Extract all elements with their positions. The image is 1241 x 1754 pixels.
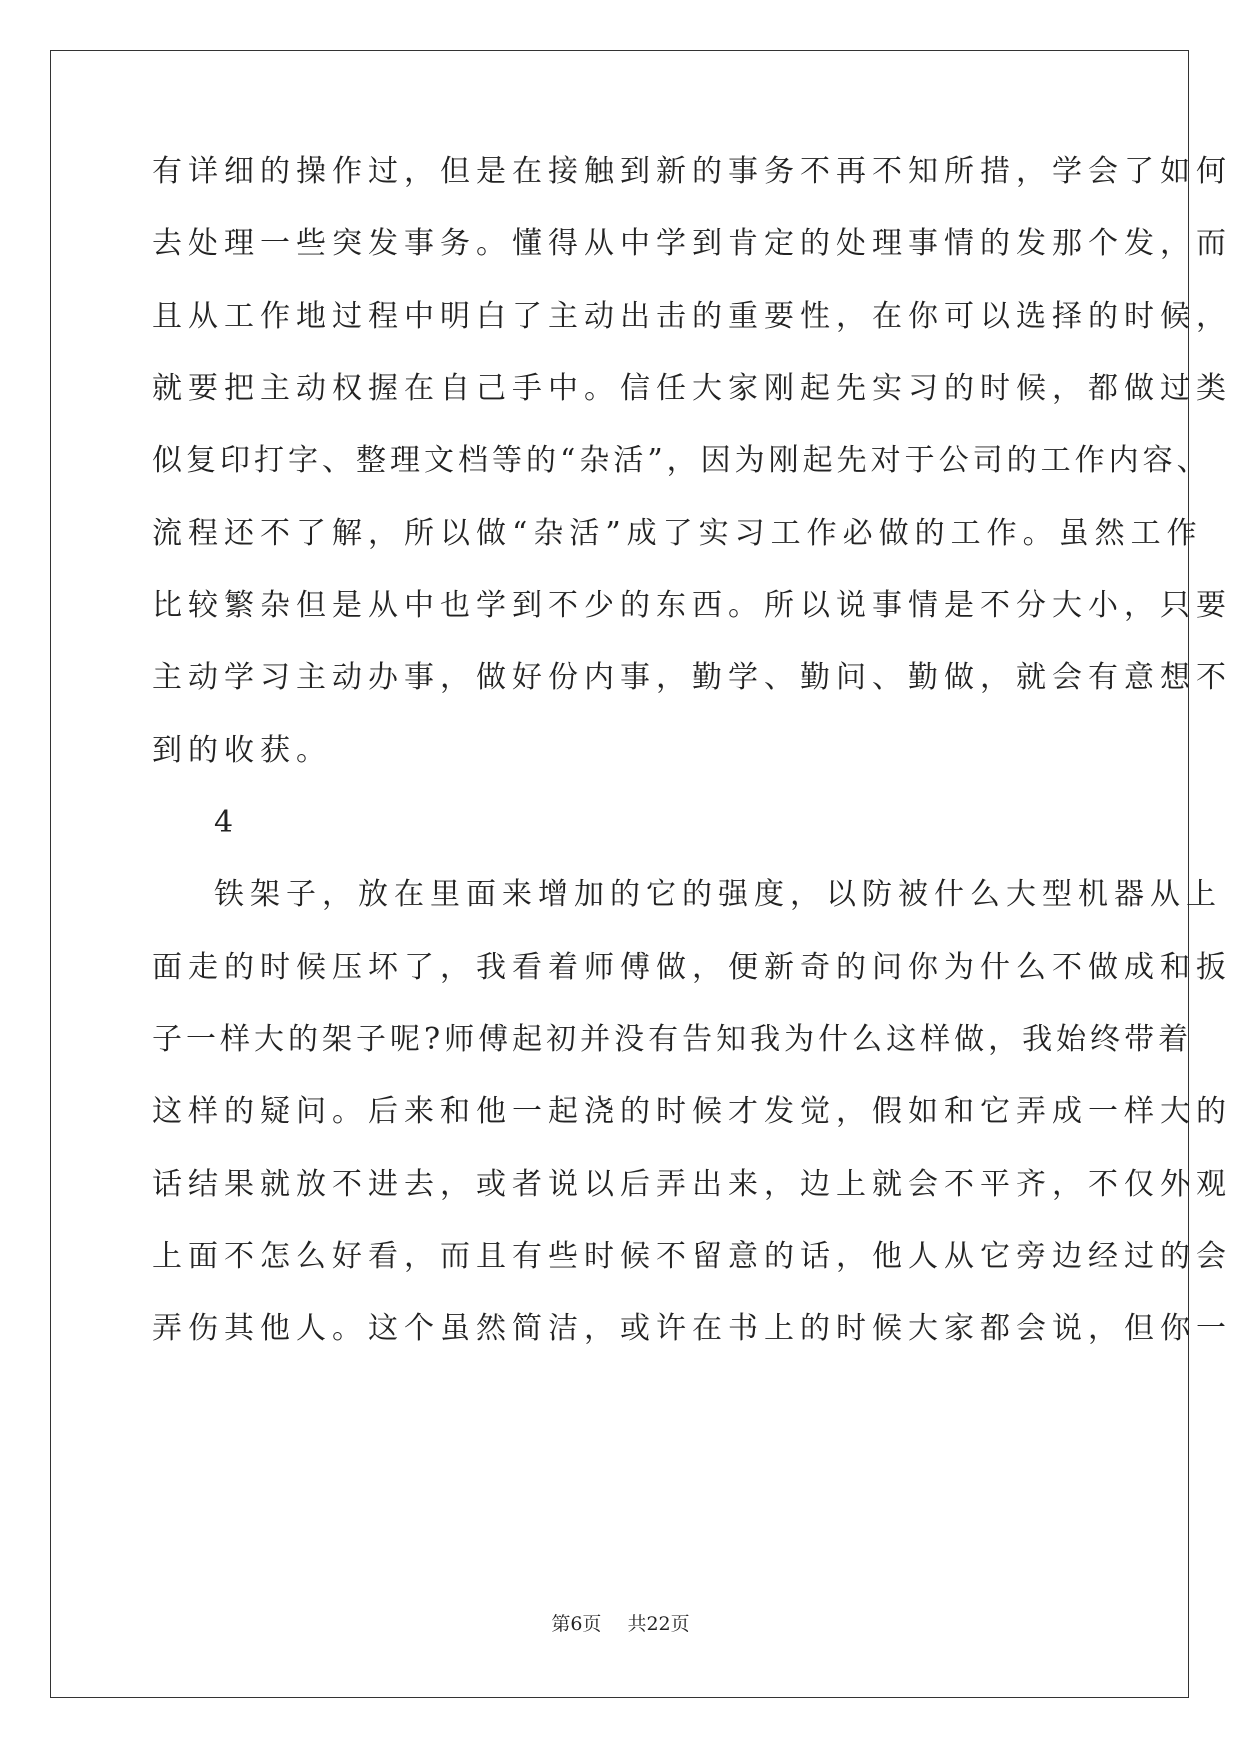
- text-line: 这样的疑问。后来和他一起浇的时候才发觉，假如和它弄成一样大的: [152, 1094, 1232, 1129]
- text-line: 弄伤其他人。这个虽然简洁，或许在书上的时候大家都会说，但你一: [152, 1311, 1232, 1346]
- text-line: 上面不怎么好看，而且有些时候不留意的话，他人从它旁边经过的会: [152, 1239, 1232, 1274]
- page-number: 第6页: [551, 1613, 602, 1635]
- text-line: 有详细的操作过，但是在接触到新的事务不再不知所措，学会了如何: [152, 154, 1232, 189]
- text-line: 到的收获。: [152, 733, 332, 768]
- text-line: 铁架子，放在里面来增加的它的强度，以防被什么大型机器从上: [214, 877, 1222, 912]
- text-line: 就要把主动权握在自己手中。信任大家刚起先实习的时候，都做过类: [152, 371, 1232, 406]
- text-line: 流程还不了解，所以做“杂活”成了实习工作必做的工作。虽然工作: [152, 516, 1203, 551]
- text-line: 子一样大的架子呢?师傅起初并没有告知我为什么这样做，我始终带着: [152, 1022, 1193, 1057]
- text-line: 主动学习主动办事，做好份内事，勤学、勤问、勤做，就会有意想不: [152, 660, 1232, 695]
- text-line: 话结果就放不进去，或者说以后弄出来，边上就会不平齐，不仅外观: [152, 1167, 1232, 1202]
- page-footer: [0, 1612, 1241, 1636]
- text-line: 且从工作地过程中明白了主动出击的重要性，在你可以选择的时候，: [152, 299, 1232, 334]
- section-number: 4: [214, 805, 240, 840]
- text-line: 似复印打字、整理文档等的“杂活”，因为刚起先对于公司的工作内容、: [152, 443, 1211, 478]
- text-line: 比较繁杂但是从中也学到不少的东西。所以说事情是不分大小，只要: [152, 588, 1232, 623]
- text-line: 去处理一些突发事务。懂得从中学到肯定的处理事情的发那个发，而: [152, 226, 1232, 261]
- text-line: 面走的时候压坏了，我看着师傅做，便新奇的问你为什么不做成和扳: [152, 950, 1232, 985]
- page-total: 共22页: [627, 1613, 690, 1635]
